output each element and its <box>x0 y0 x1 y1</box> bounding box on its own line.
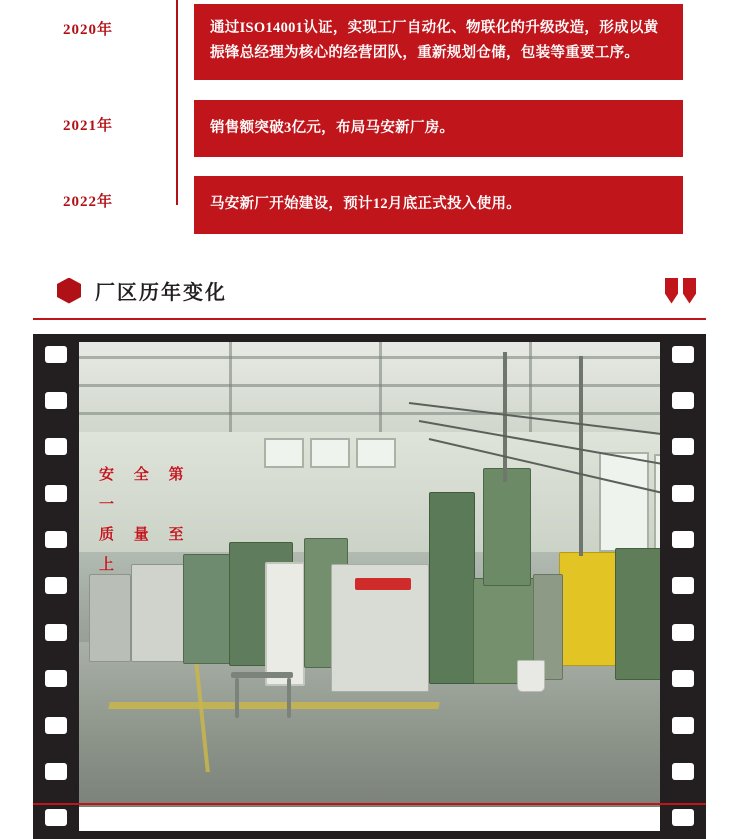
photo-window <box>654 454 660 550</box>
photo-roof-beam <box>79 412 660 415</box>
timeline-event-text: 通过ISO14001认证，实现工厂自动化、物联化的升级改造，形成以黄振锋总经理为核心的经营团队，重新规划仓储，包装等重要工序。 <box>194 4 683 80</box>
photo-window <box>599 452 649 552</box>
film-window <box>79 342 660 831</box>
photo-window <box>356 438 396 468</box>
perforation-hole <box>672 577 694 594</box>
hexagon-marker-icon <box>57 278 81 304</box>
double-quote-icon <box>665 278 696 304</box>
timeline-row <box>0 100 739 157</box>
photo-roof-beam <box>79 356 660 359</box>
photo-utility-pole <box>503 352 507 482</box>
photo-machine <box>429 492 475 684</box>
footer-divider <box>33 803 706 805</box>
photo-roof-truss <box>379 342 382 438</box>
perforation-hole <box>45 809 67 826</box>
photo-window <box>264 438 304 468</box>
timeline-row <box>0 176 739 233</box>
perforation-hole <box>45 485 67 502</box>
timeline-year-label: 2020年 <box>62 22 113 38</box>
factory-workshop-photo <box>79 342 660 807</box>
photo-machine <box>483 468 531 586</box>
perforation-hole <box>672 809 694 826</box>
perforation-hole <box>45 670 67 687</box>
perforation-hole <box>672 438 694 455</box>
section-title: 厂区历年变化 <box>95 282 227 304</box>
timeline-year-label: 2022年 <box>62 194 113 211</box>
photo-cart-leg <box>287 678 291 718</box>
perforation-hole <box>45 392 67 409</box>
photo-cart-leg <box>235 678 239 718</box>
perforation-hole <box>45 763 67 780</box>
timeline-axis-line <box>176 0 178 205</box>
perforation-hole <box>45 577 67 594</box>
perforation-hole <box>672 670 694 687</box>
perforation-hole <box>45 346 67 363</box>
quote-bar-right <box>683 278 696 304</box>
banner-line-2: 质 量 至 上 <box>99 526 192 573</box>
perforation-hole <box>672 485 694 502</box>
timeline-event-text: 马安新厂开始建设，预计12月底正式投入使用。 <box>194 176 683 233</box>
perforation-hole <box>45 717 67 734</box>
timeline-inner <box>0 0 739 234</box>
timeline-event-text: 销售额突破3亿元，布局马安新厂房。 <box>194 100 683 157</box>
perforation-hole <box>45 624 67 641</box>
perforation-hole <box>672 392 694 409</box>
timeline-year-label: 2021年 <box>62 117 113 134</box>
section-divider <box>33 318 706 320</box>
photo-machine-yellow <box>559 552 619 666</box>
film-perforations-right <box>672 334 694 839</box>
photo-bucket <box>517 660 545 692</box>
timeline-row <box>0 4 739 80</box>
photo-machine <box>89 574 131 662</box>
timeline-section <box>0 0 739 234</box>
film-strip-frame <box>33 334 706 839</box>
section-header <box>0 270 739 312</box>
photo-safety-banner <box>99 460 211 573</box>
photo-floor-marking <box>108 702 439 709</box>
banner-line-1: 安 全 第 一 <box>99 466 192 513</box>
photo-cart <box>231 672 293 678</box>
photo-roof-truss <box>529 342 532 438</box>
perforation-hole <box>45 438 67 455</box>
perforation-hole <box>672 763 694 780</box>
film-perforations-left <box>45 334 67 839</box>
perforation-hole <box>672 531 694 548</box>
photo-machine-panel <box>265 562 305 686</box>
photo-machine-label-plate <box>355 578 411 590</box>
photo-roof-truss <box>229 342 232 438</box>
perforation-hole <box>672 624 694 641</box>
photo-roof-beam <box>79 384 660 387</box>
photo-machine <box>131 564 185 662</box>
photo-utility-pole <box>579 356 583 556</box>
perforation-hole <box>672 346 694 363</box>
perforation-hole <box>672 717 694 734</box>
photo-window <box>310 438 350 468</box>
photo-machine <box>615 548 660 680</box>
perforation-hole <box>45 531 67 548</box>
quote-bar-left <box>665 278 678 304</box>
